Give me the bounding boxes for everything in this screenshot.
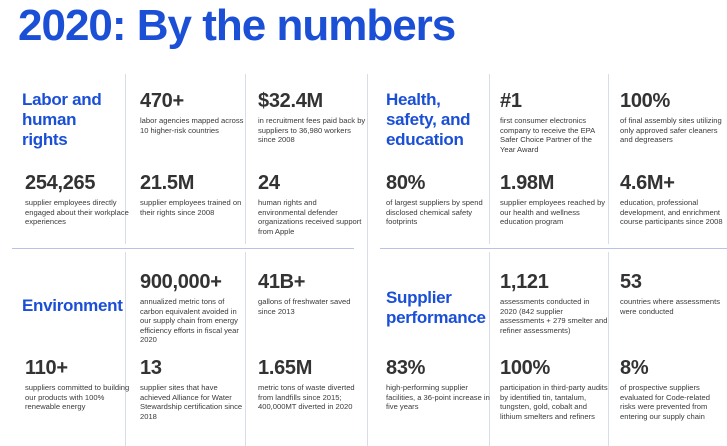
section-heading-health: Health, safety, and education xyxy=(386,90,471,149)
stat-label: high-performing supplier facilities, a 36-point increase in five years xyxy=(386,383,490,412)
stat-label: of largest suppliers by spend disclosed chemical safety footprints xyxy=(386,198,483,227)
stat-waste-diverted xyxy=(258,357,366,412)
stat-freshwater-saved xyxy=(258,271,366,316)
stat-labor-agencies xyxy=(140,90,248,135)
stat-safer-cleaners xyxy=(620,90,724,145)
stat-label: supplier sites that have achieved Alliance for Water Stewardship certification since 2018 xyxy=(140,383,243,421)
stat-label: in recruitment fees paid back by suppliers to 36,980 workers since 2008 xyxy=(258,116,366,145)
stat-chemical-footprints xyxy=(386,172,494,227)
divider-vertical-bottom-right-2 xyxy=(608,252,609,446)
stat-smelter-audits xyxy=(500,357,608,421)
stat-value: #1 xyxy=(500,90,522,112)
page-title: 2020: By the numbers xyxy=(18,1,456,50)
section-heading-environment: Environment xyxy=(22,296,123,315)
stat-value: 8% xyxy=(620,357,649,379)
stat-value: 254,265 xyxy=(25,172,96,194)
stat-wellness-reached xyxy=(500,172,608,227)
stat-label: suppliers committed to building our products with 100% renewable energy xyxy=(25,383,130,412)
stat-value: 83% xyxy=(386,357,426,379)
stat-value: 13 xyxy=(140,357,162,379)
stat-label: supplier employees trained on their rights since 2008 xyxy=(140,198,242,217)
stat-water-stewardship xyxy=(140,357,248,421)
stat-recruitment-fees xyxy=(258,90,366,145)
stat-label: human rights and environmental defender organizations received support from Apple xyxy=(258,198,362,236)
stat-value: 100% xyxy=(620,90,670,112)
stat-label: assessments conducted in 2020 (842 supplier assessments + 279 smelter and refiner assessments) xyxy=(500,297,608,335)
divider-horizontal-right xyxy=(380,248,727,249)
stat-high-performing xyxy=(386,357,494,412)
stat-epa-award xyxy=(500,90,608,154)
stat-value: 110+ xyxy=(25,357,68,379)
stat-label: gallons of freshwater saved since 2013 xyxy=(258,297,351,316)
stat-label: supplier employees directly engaged about their workplace experiences xyxy=(25,198,129,227)
stat-carbon-avoided xyxy=(140,271,248,345)
stat-value: 21.5M xyxy=(140,172,195,194)
stat-label: of final assembly sites utilizing only approved safer cleaners and degreasers xyxy=(620,116,722,145)
divider-vertical-bottom-right-1 xyxy=(489,252,490,446)
stat-label: of prospective suppliers evaluated for Code-related risks were prevented from entering our supply chain xyxy=(620,383,710,421)
divider-horizontal-left xyxy=(12,248,354,249)
stat-value: 53 xyxy=(620,271,642,293)
stat-label: countries where assessments were conducted xyxy=(620,297,721,316)
stat-value: 41B+ xyxy=(258,271,306,293)
divider-vertical-top-right-2 xyxy=(608,74,609,244)
stat-value: 900,000+ xyxy=(140,271,222,293)
stat-label: participation in third-party audits by identified tin, tantalum, tungsten, gold, cobalt and lithium smelters and refiners xyxy=(500,383,608,421)
stat-education-participants xyxy=(620,172,724,227)
stat-renewable-suppliers xyxy=(25,357,133,412)
stat-employees-engaged xyxy=(25,172,133,227)
stat-prevented-suppliers xyxy=(620,357,724,421)
stat-value: 4.6M+ xyxy=(620,172,675,194)
stat-countries xyxy=(620,271,724,316)
stat-value: 1.65M xyxy=(258,357,313,379)
stat-value: 470+ xyxy=(140,90,184,112)
stat-label: labor agencies mapped across 10 higher-risk countries xyxy=(140,116,244,135)
stat-defender-orgs xyxy=(258,172,366,236)
stat-value: 1,121 xyxy=(500,271,549,293)
stat-value: 1.98M xyxy=(500,172,555,194)
stat-value: 80% xyxy=(386,172,426,194)
stat-employees-trained xyxy=(140,172,248,217)
stat-assessments xyxy=(500,271,608,335)
stat-label: annualized metric tons of carbon equivalent avoided in our supply chain from energy efficiency efforts in fiscal year 2020 xyxy=(140,297,239,345)
stat-label: first consumer electronics company to receive the EPA Safer Choice Partner of the Year Award xyxy=(500,116,595,154)
divider-vertical-bottom-left-1 xyxy=(125,252,126,446)
stat-label: education, professional development, and enrichment course participants since 2008 xyxy=(620,198,723,227)
divider-vertical-center xyxy=(367,74,368,446)
stat-value: 24 xyxy=(258,172,280,194)
stat-label: supplier employees reached by our health and wellness education program xyxy=(500,198,606,227)
stat-value: $32.4M xyxy=(258,90,323,112)
section-heading-labor: Labor and human rights xyxy=(22,90,102,149)
section-heading-supplier: Supplier performance xyxy=(386,288,486,327)
stat-value: 100% xyxy=(500,357,550,379)
stat-label: metric tons of waste diverted from landfills since 2015; 400,000MT diverted in 2020 xyxy=(258,383,355,412)
